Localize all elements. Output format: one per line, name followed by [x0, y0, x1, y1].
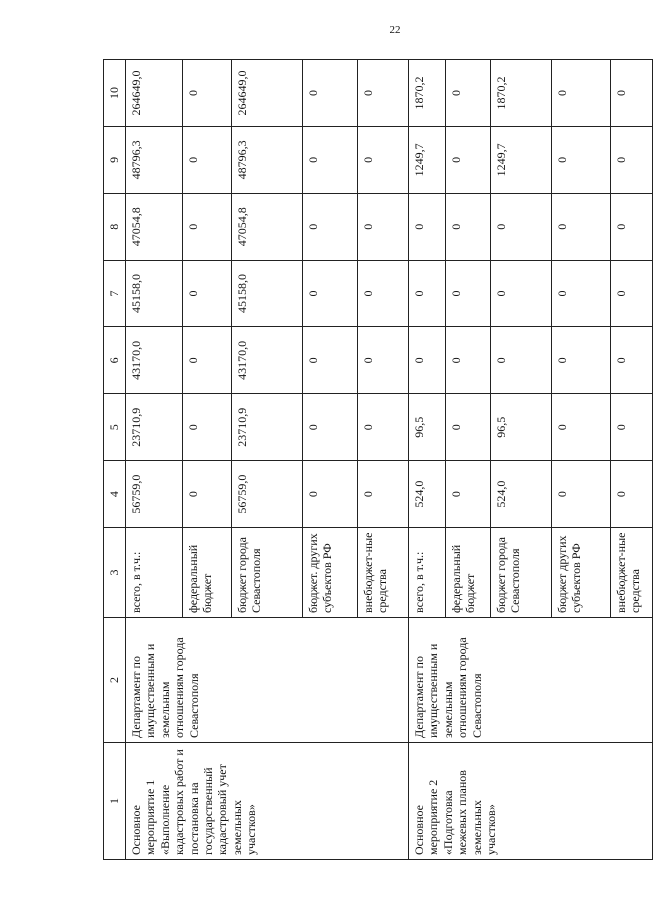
header-cell: 3 — [104, 528, 126, 618]
value-cell: 0 — [358, 126, 409, 193]
value-cell: 264649,0 — [232, 60, 303, 127]
header-cell: 5 — [104, 394, 126, 461]
header-cell: 10 — [104, 60, 126, 127]
executor-cell: Департамент по имущественным и земельным отношениям города Севастополя — [126, 618, 409, 743]
value-cell: 43170,0 — [232, 327, 303, 394]
value-cell: 0 — [552, 327, 611, 394]
value-cell: 0 — [491, 327, 552, 394]
value-cell: 0 — [611, 60, 653, 127]
value-cell: 0 — [409, 193, 446, 260]
funding-source-cell: всего, в т.ч.: — [409, 528, 446, 618]
value-cell: 0 — [358, 60, 409, 127]
value-cell: 0 — [446, 126, 491, 193]
value-cell: 0 — [183, 394, 232, 461]
value-cell: 0 — [358, 193, 409, 260]
header-row — [104, 60, 126, 860]
page-number: 22 — [389, 24, 401, 36]
value-cell: 0 — [552, 394, 611, 461]
value-cell: 0 — [409, 327, 446, 394]
activity-cell: Основное мероприятие 2 «Подготовка межевых планов земельных участков» — [409, 743, 653, 860]
funding-source-cell: внебюджет-ные средства — [358, 528, 409, 618]
value-cell: 47054,8 — [232, 193, 303, 260]
value-cell: 0 — [183, 60, 232, 127]
executor-cell: Департамент по имущественным и земельным отношениям города Севастополя — [409, 618, 653, 743]
funding-source-cell: бюджет города Севастополя — [232, 528, 303, 618]
value-cell: 0 — [611, 193, 653, 260]
header-cell: 4 — [104, 461, 126, 528]
value-cell: 0 — [358, 394, 409, 461]
activity-cell: Основное мероприятие 1 «Выполнение кадастровых работ и постановка на государственный кадастровый учет земельных участков» — [126, 743, 409, 860]
value-cell: 0 — [303, 126, 358, 193]
value-cell: 0 — [183, 461, 232, 528]
value-cell: 524,0 — [491, 461, 552, 528]
value-cell: 45158,0 — [126, 260, 183, 327]
value-cell: 23710,9 — [232, 394, 303, 461]
value-cell: 0 — [358, 461, 409, 528]
value-cell: 56759,0 — [126, 461, 183, 528]
header-cell: 1 — [104, 743, 126, 860]
value-cell: 43170,0 — [126, 327, 183, 394]
value-cell: 0 — [303, 193, 358, 260]
value-cell: 0 — [303, 394, 358, 461]
table-row — [409, 60, 446, 860]
value-cell: 0 — [183, 327, 232, 394]
header-cell: 9 — [104, 126, 126, 193]
value-cell: 0 — [183, 126, 232, 193]
value-cell: 0 — [552, 126, 611, 193]
funding-source-cell: федеральный бюджет — [446, 528, 491, 618]
value-cell: 0 — [552, 60, 611, 127]
rotated-table-wrapper — [103, 60, 643, 860]
funding-source-cell: всего, в т.ч.: — [126, 528, 183, 618]
value-cell: 0 — [446, 193, 491, 260]
value-cell: 1249,7 — [491, 126, 552, 193]
value-cell: 0 — [491, 193, 552, 260]
header-cell: 7 — [104, 260, 126, 327]
funding-source-cell: бюджет других субъектов РФ — [552, 528, 611, 618]
funding-source-cell: бюджет города Севастополя — [491, 528, 552, 618]
value-cell: 0 — [183, 193, 232, 260]
value-cell: 0 — [409, 260, 446, 327]
funding-source-cell: федеральный бюджет — [183, 528, 232, 618]
value-cell: 0 — [446, 394, 491, 461]
value-cell: 0 — [611, 394, 653, 461]
budget-table — [103, 59, 653, 860]
header-cell: 2 — [104, 618, 126, 743]
value-cell: 96,5 — [491, 394, 552, 461]
table-row — [126, 60, 183, 860]
header-cell: 8 — [104, 193, 126, 260]
value-cell: 23710,9 — [126, 394, 183, 461]
value-cell: 48796,3 — [232, 126, 303, 193]
value-cell: 0 — [491, 260, 552, 327]
value-cell: 0 — [303, 327, 358, 394]
value-cell: 0 — [611, 327, 653, 394]
value-cell: 0 — [183, 260, 232, 327]
value-cell: 0 — [552, 193, 611, 260]
value-cell: 0 — [552, 260, 611, 327]
value-cell: 48796,3 — [126, 126, 183, 193]
value-cell: 0 — [303, 461, 358, 528]
value-cell: 0 — [358, 260, 409, 327]
value-cell: 1870,2 — [409, 60, 446, 127]
value-cell: 0 — [358, 327, 409, 394]
value-cell: 0 — [446, 60, 491, 127]
value-cell: 1870,2 — [491, 60, 552, 127]
value-cell: 0 — [611, 260, 653, 327]
value-cell: 0 — [303, 60, 358, 127]
value-cell: 0 — [446, 461, 491, 528]
value-cell: 264649,0 — [126, 60, 183, 127]
value-cell: 47054,8 — [126, 193, 183, 260]
value-cell: 45158,0 — [232, 260, 303, 327]
value-cell: 0 — [611, 461, 653, 528]
value-cell: 0 — [552, 461, 611, 528]
value-cell: 56759,0 — [232, 461, 303, 528]
funding-source-cell: внебюджет-ные средства — [611, 528, 653, 618]
header-cell: 6 — [104, 327, 126, 394]
value-cell: 1249,7 — [409, 126, 446, 193]
value-cell: 0 — [303, 260, 358, 327]
funding-source-cell: бюджет. других субъектов РФ — [303, 528, 358, 618]
value-cell: 0 — [446, 327, 491, 394]
value-cell: 0 — [611, 126, 653, 193]
value-cell: 96,5 — [409, 394, 446, 461]
value-cell: 524,0 — [409, 461, 446, 528]
value-cell: 0 — [446, 260, 491, 327]
